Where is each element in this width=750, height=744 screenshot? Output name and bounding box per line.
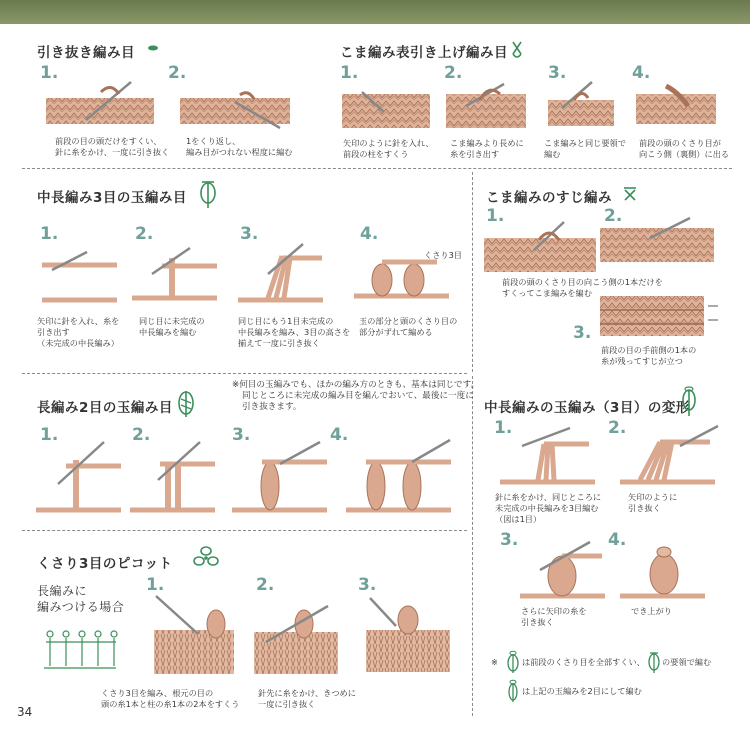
caption-line: 糸を引き出す <box>450 149 500 159</box>
divider <box>472 376 473 716</box>
chuunaga3-illustration-4 <box>354 254 454 306</box>
picot-illustration-2 <box>248 602 344 676</box>
komaomote-illustration-1 <box>342 84 432 130</box>
caption-line: 糸が残ってすじが立つ <box>601 356 683 366</box>
chuunaga3-illustration-1 <box>42 250 122 310</box>
caption-line: さらに矢印の糸を <box>521 606 587 616</box>
divider <box>472 172 473 372</box>
naga2-note <box>232 380 479 413</box>
henkei-note-1b: の要領で編む <box>662 657 712 667</box>
komasuji-illustration-1 <box>484 222 598 274</box>
caption-line: 矢印のように針を入れ、 <box>343 138 434 148</box>
caption-line: でき上がり <box>631 606 672 616</box>
naga2-step-2: 2. <box>132 425 151 445</box>
caption-line: 部分がずれて編める <box>359 327 433 337</box>
komasuji-illustration-2 <box>600 218 720 266</box>
sub-line: 長編みに <box>37 584 88 598</box>
caption-line: 針に糸をかけ、同じところに <box>495 492 602 502</box>
caption-line: 編む <box>544 149 561 159</box>
caption-line: （未完成の中長編み） <box>37 338 119 348</box>
komaomote-illustration-3 <box>548 78 618 130</box>
picot-illustration-1 <box>136 594 236 676</box>
chuunaga3-step-4: 4. <box>360 224 379 244</box>
chuunaga3-illustration-2 <box>132 246 222 306</box>
komaomote-step-3: 3. <box>548 63 567 83</box>
chuunaga3-caption-3 <box>238 316 350 349</box>
note-line: 引き抜きます。 <box>242 402 302 412</box>
chuunaga3-caption-2 <box>139 316 205 338</box>
henkei-step-3: 3. <box>500 530 519 550</box>
picot-step-1: 1. <box>146 575 165 595</box>
caption-line: 編み目がつれない程度に編む <box>186 147 293 157</box>
divider <box>22 530 467 531</box>
hdc-puff-small-symbol-icon <box>647 650 661 674</box>
henkei-step-2: 2. <box>608 418 627 438</box>
note-line: ※何目の玉編みでも、ほかの編み方のときも、基本は同じです。 <box>232 380 480 390</box>
henkei-title: 中長編みの玉編み（3目）の変形 <box>484 400 690 416</box>
henkei-note-mark: ※ <box>491 657 498 667</box>
komaomote-step-2: 2. <box>444 63 463 83</box>
puff-2-small-symbol-icon <box>506 679 520 703</box>
komaomote-illustration-2 <box>446 80 536 130</box>
back-loop-sc-symbol-icon <box>622 184 638 202</box>
header-bar <box>0 0 750 24</box>
divider <box>22 168 732 169</box>
hikinuki-illustration-2 <box>180 80 300 130</box>
picot-step-2: 2. <box>256 575 275 595</box>
hikinuki-caption-1 <box>55 136 169 158</box>
hdc-puff-variant-symbol-icon <box>680 386 698 418</box>
caption-line: すくってこま編みを編む <box>502 288 592 298</box>
naga2-step-1: 1. <box>40 425 59 445</box>
komaomote-caption-2 <box>450 138 524 160</box>
chuunaga3-illustration-3 <box>238 244 328 306</box>
caption-line: くさり3目を編み、根元の目の <box>101 688 214 698</box>
hikinuki-title: 引き抜き編み目 <box>37 45 135 61</box>
caption-line: 前段の目の頭だけをすくい、 <box>55 136 162 146</box>
komaomote-step-1: 1. <box>340 63 359 83</box>
henkei-caption-3 <box>521 606 587 628</box>
caption-line: 矢印に針を入れ、糸を <box>37 316 120 326</box>
dc-2-cluster-symbol-icon <box>176 387 196 419</box>
caption-line: 1をくり返し、 <box>186 136 241 146</box>
naga2-step-4: 4. <box>330 425 349 445</box>
caption-line: 向こう側（裏側）に出る <box>639 149 730 159</box>
chuunaga3-title: 中長編み3目の玉編み目 <box>37 190 187 206</box>
komaomote-caption-4 <box>639 138 729 160</box>
komaomote-caption-3 <box>544 138 626 160</box>
caption-line: 同じ目に未完成の <box>139 316 205 326</box>
divider <box>22 373 467 374</box>
komaomote-title: こま編み表引き上げ編み目 <box>340 45 508 61</box>
henkei-caption-2 <box>628 492 677 514</box>
caption-line: 引き出す <box>37 327 70 337</box>
slip-stitch-symbol-icon <box>146 43 160 53</box>
komasuji-caption-3 <box>601 345 696 367</box>
caption-line: 針に糸をかけ、一度に引き抜く <box>55 147 170 157</box>
komaomote-illustration-4 <box>636 80 720 128</box>
chuunaga3-step-3: 3. <box>240 224 259 244</box>
komasuji-step-2: 2. <box>604 206 623 226</box>
caption-line: 玉の部分と頭のくさり目の <box>359 316 458 326</box>
picot-caption-2 <box>258 688 356 710</box>
hikinuki-step-2: 2. <box>168 63 187 83</box>
caption-line: 揃えて一度に引き抜く <box>238 338 320 348</box>
caption-line: こま編みより長めに <box>450 138 524 148</box>
chuunaga3-step-1: 1. <box>40 224 59 244</box>
komaomote-caption-1 <box>343 138 434 160</box>
henkei-caption-4 <box>631 606 672 617</box>
caption-line: 針先に糸をかけ、きつめに <box>258 688 356 698</box>
henkei-note-2: は上記の玉編みを2目にして編む <box>522 686 642 696</box>
henkei-illustration-1 <box>500 428 600 488</box>
caption-line: （図は1目） <box>495 514 542 524</box>
page-number: 34 <box>17 705 33 719</box>
naga2-step-3: 3. <box>232 425 251 445</box>
picot-chart-diagram <box>44 628 116 670</box>
chuunaga3-caption-1 <box>37 316 119 349</box>
caption-line: 前段の柱をすくう <box>343 149 409 159</box>
naga2-illustration-3 <box>232 440 332 518</box>
note-line: 同じところに未完成の編み目を編んでおいて、最後に一度に <box>242 391 474 401</box>
komasuji-step-3: 3. <box>573 323 592 343</box>
puff-variant-small-symbol-icon <box>506 650 520 674</box>
komaomote-step-4: 4. <box>632 63 651 83</box>
caption-line: 頭の糸1本と柱の糸1本の2本をすくう <box>101 699 240 709</box>
caption-line: 中長編みを編む <box>139 327 197 337</box>
caption-line: 中長編みを編み、3目の高さを <box>238 327 351 337</box>
naga2-title: 長編み2目の玉編み目 <box>37 400 173 416</box>
naga2-illustration-4 <box>346 440 456 518</box>
komasuji-title: こま編みのすじ編み <box>486 190 612 206</box>
naga2-illustration-1 <box>36 440 126 518</box>
henkei-illustration-4 <box>620 540 710 602</box>
hikinuki-illustration-1 <box>46 80 156 130</box>
caption-line: 前段の目の手前側の1本の <box>601 345 697 355</box>
hikinuki-caption-2 <box>186 136 292 158</box>
caption-line: 前段の頭のくさり目が <box>639 138 721 148</box>
sub-line: 編みつける場合 <box>37 600 125 614</box>
chuunaga3-caption-4 <box>359 316 457 338</box>
naga2-illustration-2 <box>130 440 220 518</box>
caption-line: こま編みと同じ要領で <box>544 138 626 148</box>
hikinuki-step-1: 1. <box>40 63 59 83</box>
picot-caption-1 <box>101 688 239 710</box>
henkei-caption-1 <box>495 492 601 525</box>
caption-line: 前段の頭のくさり目の向こう側の1本だけを <box>502 277 663 287</box>
picot-step-3: 3. <box>358 575 377 595</box>
front-post-sc-symbol-icon <box>510 38 524 58</box>
henkei-illustration-2 <box>620 426 720 488</box>
hdc-3-puff-symbol-icon <box>198 180 218 210</box>
caption-line: 引き抜く <box>521 617 554 627</box>
picot-title: くさり3目のピコット <box>37 556 173 572</box>
komasuji-step-1: 1. <box>486 206 505 226</box>
henkei-step-4: 4. <box>608 530 627 550</box>
caption-line: 引き抜く <box>628 503 661 513</box>
picot-symbol-icon <box>193 545 219 571</box>
caption-line: 矢印のように <box>628 492 678 502</box>
henkei-note-1a: は前段のくさり目を全部すくい、 <box>522 657 645 667</box>
komasuji-illustration-3 <box>600 294 720 340</box>
picot-sub <box>37 583 124 615</box>
picot-illustration-3 <box>360 596 456 676</box>
chuunaga3-label-kusari: くさり3目 <box>424 250 462 260</box>
chuunaga3-step-2: 2. <box>135 224 154 244</box>
caption-line: 同じ目にもう1目未完成の <box>238 316 334 326</box>
henkei-illustration-3 <box>510 540 610 602</box>
caption-line: 一度に引き抜く <box>258 699 316 709</box>
caption-line: 未完成の中長編みを3目編む <box>495 503 599 513</box>
henkei-step-1: 1. <box>494 418 513 438</box>
